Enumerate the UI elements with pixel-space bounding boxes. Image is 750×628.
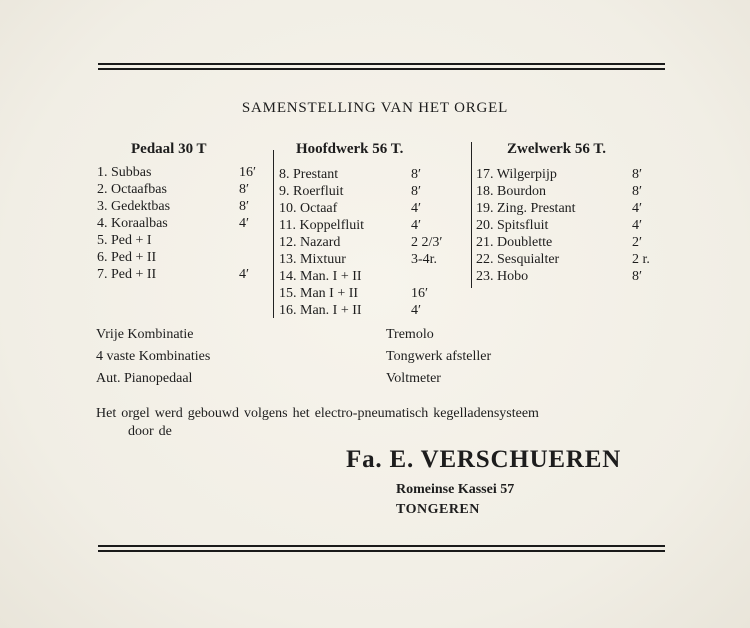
stop-row [97,266,257,283]
stop-row [279,251,469,268]
stop-pitch: 4′ [411,303,422,318]
stop-name: 10. Octaaf [279,201,338,216]
stop-row [279,234,469,251]
stop-row [476,217,646,234]
stop-name: 16. Man. I + II [279,303,362,318]
stop-row [97,215,257,232]
sentence-line-1: Het orgel werd gebouwd volgens het electro-pneumatisch kegelladensysteem [96,406,539,421]
bottom-double-rule [98,545,665,555]
stop-row [279,268,469,285]
stop-pitch: 4′ [411,218,422,233]
builder-name: Fa. E. VERSCHUEREN [346,446,622,473]
stop-pitch: 16′ [239,165,257,180]
stop-pitch: 2 2/3′ [411,235,443,250]
stop-pitch: 8′ [411,167,422,182]
stop-pitch: 16′ [411,286,429,301]
stop-row [97,181,257,198]
stop-pitch: 4′ [632,201,643,216]
accessories-right-list [386,324,491,390]
stop-name: 17. Wilgerpijp [476,167,557,182]
stop-name: 23. Hobo [476,269,529,284]
stop-row [97,198,257,215]
pedaal-stop-list [97,164,257,283]
stop-name: 6. Ped + II [97,250,157,265]
stop-row [97,249,257,266]
stop-pitch: 4′ [411,201,422,216]
stop-row [279,302,469,319]
accessory-item: Vrije Kombinatie [96,327,194,342]
stop-name: 9. Roerfluit [279,184,344,199]
stop-row [279,166,469,183]
column-divider-left [273,150,274,318]
column-divider-right [471,142,472,288]
stop-pitch: 8′ [632,167,643,182]
stop-name: 2. Octaafbas [97,182,167,197]
accessory-item: Aut. Pianopedaal [96,371,193,386]
accessory-item: Tremolo [386,327,434,342]
stop-pitch: 8′ [632,184,643,199]
stop-pitch: 8′ [632,269,643,284]
stop-row [476,200,646,217]
stop-pitch: 2 r. [632,252,650,267]
accessory-item: Voltmeter [386,371,441,386]
stop-row [279,200,469,217]
stop-name: 1. Subbas [97,165,152,180]
stop-pitch: 8′ [239,182,250,197]
stop-name: 20. Spitsfluit [476,218,549,233]
accessory-item: 4 vaste Kombinaties [96,349,211,364]
zwelwerk-stop-list [476,166,650,285]
stop-pitch: 2′ [632,235,643,250]
builder-street: Romeinse Kassei 57 [396,482,515,497]
stop-pitch: 4′ [632,218,643,233]
stop-name: 14. Man. I + II [279,269,362,284]
top-double-rule [98,63,665,73]
stop-name: 4. Koraalbas [97,216,168,231]
stop-name: 19. Zing. Prestant [476,201,576,216]
construction-sentence [96,405,671,441]
stop-name: 8. Prestant [279,167,339,182]
builder-city: TONGEREN [396,502,480,517]
stop-pitch: 3-4r. [411,252,438,267]
stop-name: 7. Ped + II [97,267,157,282]
stop-row [476,251,650,268]
stop-name: 15. Man I + II [279,286,359,301]
pedaal-heading: Pedaal 30 T [131,141,207,157]
stop-name: 13. Mixtuur [279,252,346,267]
stop-row [97,164,257,181]
stop-row [279,285,469,302]
hoofdwerk-stop-list [279,166,469,319]
accessory-item: Tongwerk afsteller [386,349,492,364]
stop-name: 22. Sesquialter [476,252,560,267]
stop-name: 11. Koppelfluit [279,218,365,233]
stop-name: 3. Gedektbas [97,199,171,214]
stop-pitch: 8′ [239,199,250,214]
stop-pitch: 8′ [411,184,422,199]
stop-pitch: 4′ [239,267,250,282]
stop-name: 12. Nazard [279,235,341,250]
stop-name: 5. Ped + I [97,233,152,248]
zwelwerk-heading: Zwelwerk 56 T. [507,141,607,157]
stop-name: 18. Bourdon [476,184,546,199]
stop-row [476,183,646,200]
stop-row [476,268,646,285]
stop-row [476,166,646,183]
stop-row [279,217,469,234]
sentence-line-2: door de [128,424,172,439]
stop-row [97,232,257,249]
stop-name: 21. Doublette [476,235,553,250]
stop-row [476,234,646,251]
hoofdwerk-heading: Hoofdwerk 56 T. [296,141,404,157]
document-title: SAMENSTELLING VAN HET ORGEL [241,100,509,116]
accessories-left-list [96,324,210,390]
stop-pitch: 4′ [239,216,250,231]
stop-row [279,183,469,200]
